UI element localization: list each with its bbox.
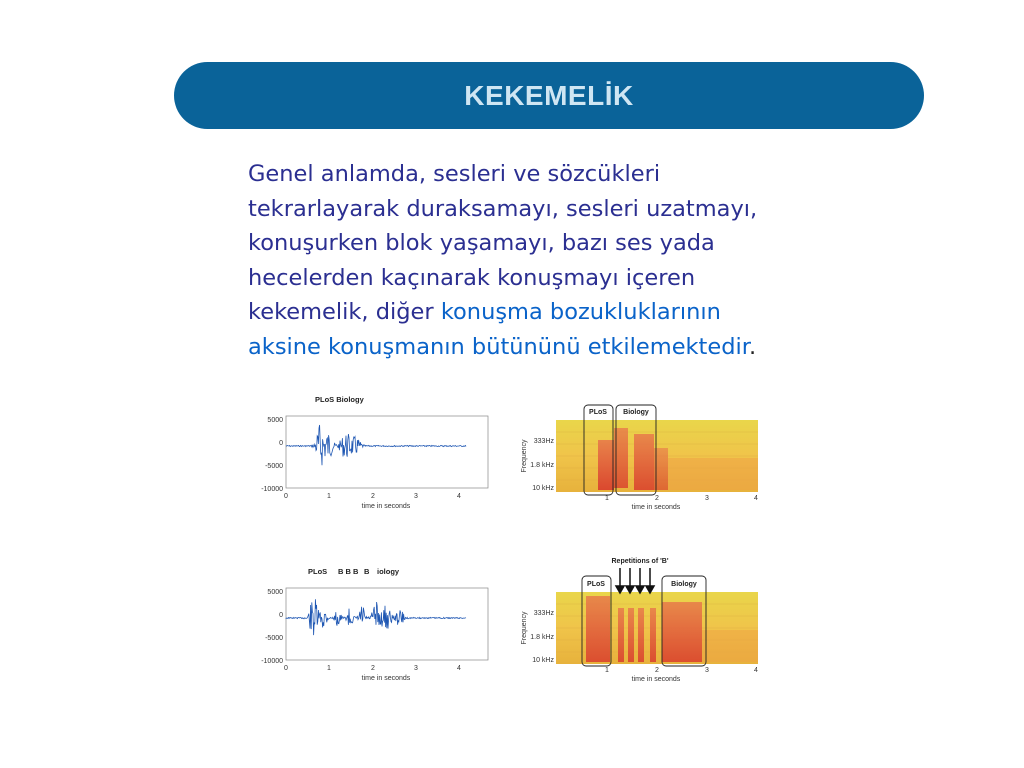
spectral-energy-region: [668, 458, 758, 490]
waveform-caption-part: PLoS: [308, 567, 328, 576]
spectral-energy-region: [598, 440, 614, 490]
y-tick-label: 0: [279, 440, 283, 447]
y-tick-label: 0: [279, 612, 283, 619]
y-axis-label: Frequency: [521, 611, 528, 645]
x-tick-label: 4: [754, 495, 758, 502]
waveform-caption-part: B B B: [338, 567, 359, 576]
paragraph-line: hecelerden kaçınarak konuşmayı içeren: [248, 264, 696, 291]
spectrogram-bottom-figure: [516, 552, 764, 686]
x-tick-label: 1: [605, 495, 609, 502]
paragraph-text: kekemelik, diğer: [248, 299, 441, 325]
x-tick-label: 3: [705, 495, 709, 502]
slide-title: KEKEMELİK: [464, 79, 634, 111]
arrow-icon: [646, 568, 654, 593]
y-tick-label: 5000: [267, 417, 283, 424]
spectrogram-top-figure: [516, 400, 764, 514]
x-tick-label: 0: [284, 665, 288, 672]
title-banner: [174, 62, 924, 129]
x-tick-label: 1: [327, 493, 331, 500]
word-box-label: PLoS: [589, 409, 607, 416]
repetitions-caption: Repetitions of 'B': [611, 558, 669, 565]
spectral-energy-region: [586, 596, 610, 662]
paragraph-line: tekrarlayarak duraksamayı, sesleri uzatmayı,: [248, 195, 758, 222]
x-tick-label: 1: [605, 667, 609, 674]
x-tick-label: 3: [705, 667, 709, 674]
x-tick-label: 4: [457, 493, 461, 500]
x-tick-label: 4: [754, 667, 758, 674]
arrow-icon: [616, 568, 624, 593]
x-axis-label: time in seconds: [361, 675, 411, 682]
word-box-label: PLoS: [587, 581, 605, 588]
paragraph-line: konuşurken blok yaşamayı, bazı ses yada: [248, 230, 715, 256]
spectral-energy-region: [638, 608, 644, 662]
spectral-energy-region: [650, 608, 656, 662]
x-tick-label: 2: [655, 667, 659, 674]
x-tick-label: 3: [414, 493, 418, 500]
body-paragraph: [248, 157, 848, 364]
paragraph-line: [248, 295, 848, 330]
waveform-caption-part: B: [364, 567, 370, 576]
paragraph-line: [248, 330, 848, 365]
arrow-icon: [636, 568, 644, 593]
end-punctuation: .: [748, 333, 757, 360]
y-tick-label: 10 kHz: [532, 657, 554, 664]
y-tick-label: 5000: [267, 589, 283, 596]
x-tick-label: 4: [457, 665, 461, 672]
waveform-top-figure: [258, 390, 494, 512]
y-tick-label: 333Hz: [533, 438, 554, 445]
y-tick-label: -5000: [265, 635, 283, 642]
y-tick-label: -10000: [261, 486, 283, 493]
spectral-energy-region: [628, 608, 634, 662]
highlighted-text: konuşma bozukluklarının: [440, 299, 721, 325]
word-box-label: Biology: [671, 581, 697, 588]
spectral-energy-region: [634, 434, 654, 490]
y-tick-label: -5000: [265, 463, 283, 470]
y-tick-label: 10 kHz: [532, 485, 554, 492]
spectral-energy-region: [618, 608, 624, 662]
x-tick-label: 2: [371, 665, 375, 672]
x-tick-label: 3: [414, 665, 418, 672]
arrow-icon: [626, 568, 634, 593]
highlighted-text: aksine konuşmanın bütününü etkilemektedir: [248, 333, 749, 360]
waveform-caption: PLoS Biology: [315, 395, 364, 404]
x-axis-label: time in seconds: [631, 676, 681, 683]
x-axis-label: time in seconds: [361, 503, 411, 510]
spectral-energy-region: [702, 630, 758, 662]
x-axis-label: time in seconds: [631, 504, 681, 511]
y-tick-label: -10000: [261, 658, 283, 665]
paragraph-line: Genel anlamda, sesleri ve sözcükleri: [248, 161, 661, 187]
y-tick-label: 1.8 kHz: [530, 462, 554, 469]
waveform-caption-part: iology: [377, 567, 400, 576]
x-tick-label: 2: [371, 493, 375, 500]
waveform-bottom-figure: [258, 562, 494, 684]
x-tick-label: 2: [655, 495, 659, 502]
y-axis-label: Frequency: [521, 439, 528, 473]
word-box-label: Biology: [623, 409, 649, 416]
spectral-energy-region: [662, 602, 702, 662]
y-tick-label: 1.8 kHz: [530, 634, 554, 641]
y-tick-label: 333Hz: [533, 610, 554, 617]
waveform-plot-area: [286, 416, 488, 488]
x-tick-label: 0: [284, 493, 288, 500]
x-tick-label: 1: [327, 665, 331, 672]
